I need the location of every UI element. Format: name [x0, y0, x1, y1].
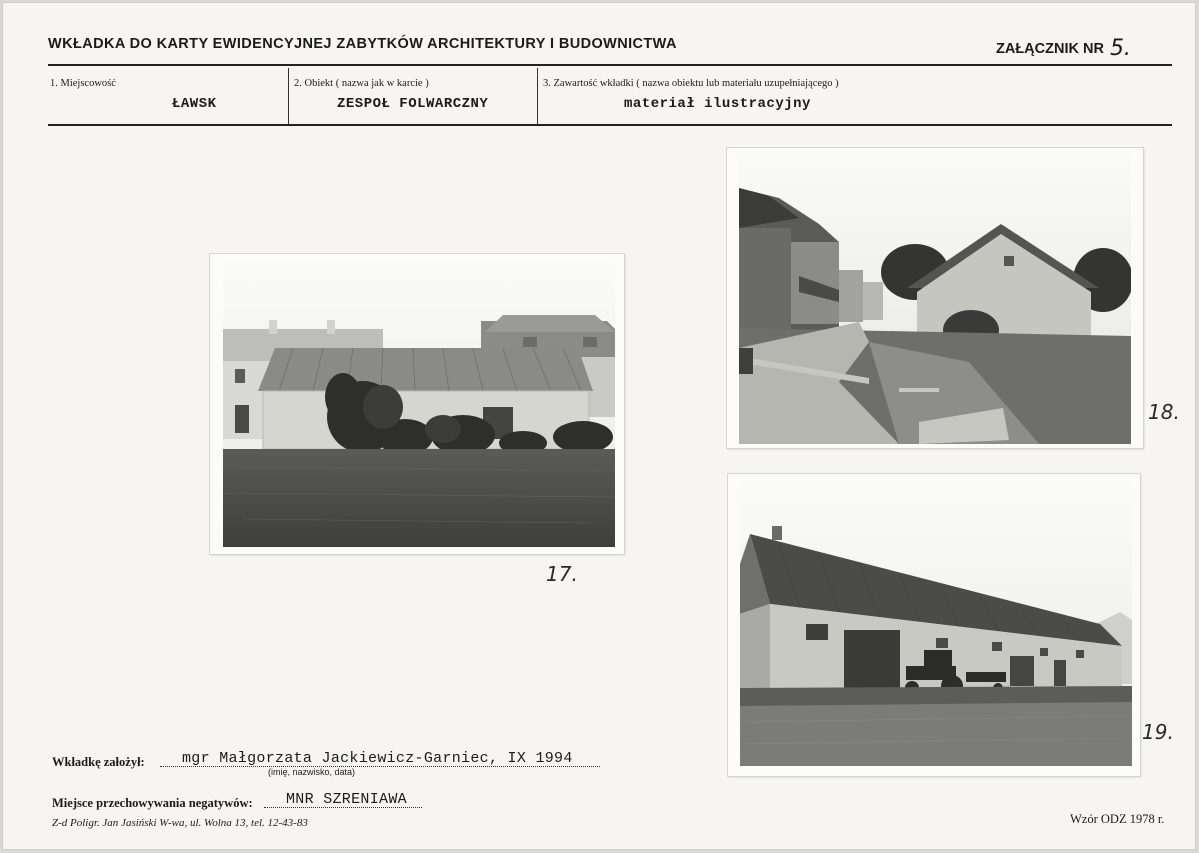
photo-18	[727, 148, 1143, 448]
header-bottom-rule	[48, 124, 1172, 126]
field-divider-1	[288, 68, 289, 124]
photo-18-image	[739, 152, 1131, 444]
photo-17-number: 17.	[546, 562, 578, 586]
form-sheet	[2, 2, 1196, 850]
locality-label: 1. Miejscowość	[50, 78, 116, 89]
author-value: mgr Małgorzata Jackiewicz-Garniec, IX 1994	[182, 750, 573, 767]
object-label: 2. Obiekt ( nazwa jak w karcie )	[294, 78, 429, 89]
photo-19	[728, 474, 1140, 776]
storage-value: MNR SZRENIAWA	[286, 791, 407, 808]
photo-19-number: 19.	[1142, 720, 1174, 744]
object-value: ZESPOŁ FOLWARCZNY	[337, 96, 489, 112]
field-divider-2	[537, 68, 538, 124]
form-version: Wzór ODZ 1978 r.	[1070, 812, 1165, 826]
content-value: materiał ilustracyjny	[624, 96, 811, 112]
content-label: 3. Zawartość wkładki ( nazwa obiektu lub materiału uzupełniającego )	[543, 78, 839, 89]
photo-18-number: 18.	[1148, 400, 1180, 424]
attachment-label: ZAŁĄCZNIK NR	[996, 41, 1104, 57]
attachment-number	[996, 34, 1131, 59]
author-hint: (imię, nazwisko, data)	[268, 767, 356, 777]
photo-19-image	[740, 476, 1132, 766]
form-title: WKŁADKA DO KARTY EWIDENCYJNEJ ZABYTKÓW ARCHITEKTURY I BUDOWNICTWA	[48, 36, 677, 52]
printer-line: Z-d Poligr. Jan Jasiński W-wa, ul. Wolna 13, tel. 12-43-83	[52, 817, 308, 829]
photo-17-image	[223, 257, 615, 547]
author-label: Wkładkę założył:	[52, 755, 145, 769]
header-top-rule	[48, 64, 1172, 66]
storage-label: Miejsce przechowywania negatywów:	[52, 796, 253, 810]
attachment-handwritten-number: 5.	[1109, 36, 1131, 61]
photo-17	[210, 254, 624, 554]
locality-value: ŁAWSK	[172, 96, 217, 112]
